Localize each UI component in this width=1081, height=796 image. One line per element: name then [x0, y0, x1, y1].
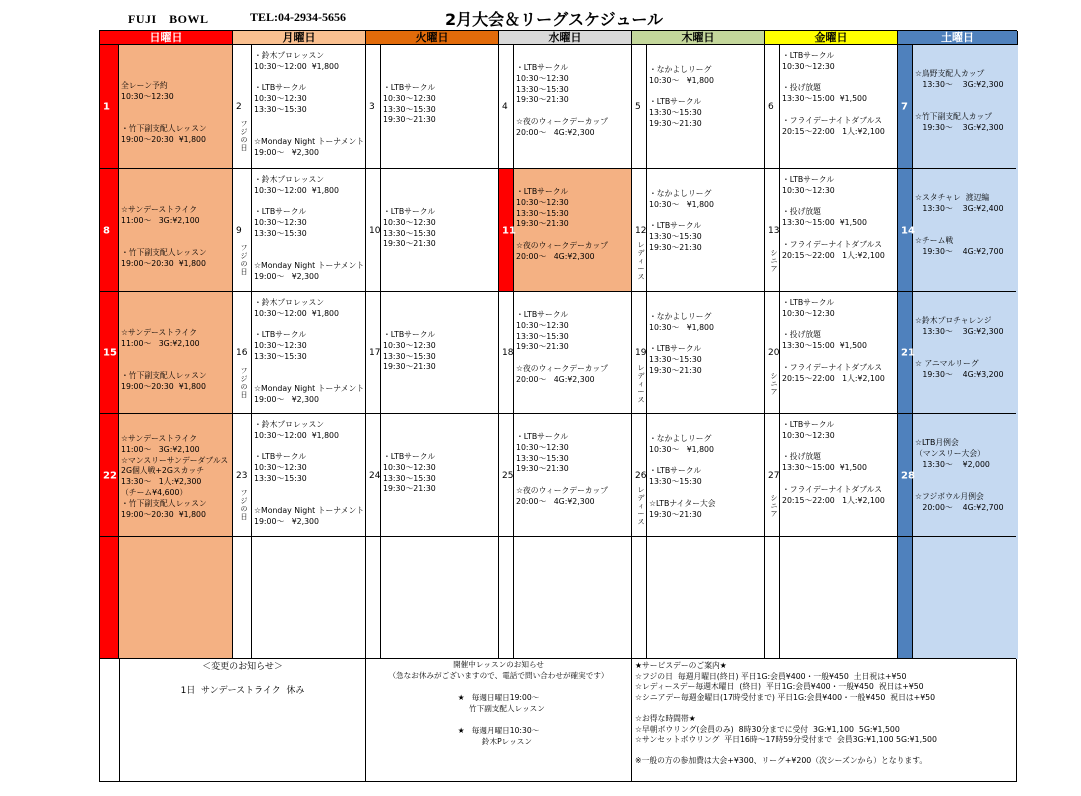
date-number: 3: [369, 102, 375, 112]
date-number: 9: [236, 225, 242, 236]
date-number: 28: [901, 470, 915, 481]
schedule-cell-thu: ・なかよしリーグ 10:30～ ¥1,800 ・LTBサークル 13:30～15:30 ☆LTBナイター大会 19:30～21:30: [649, 434, 716, 519]
schedule-cell-sun: 全レーン予約 10:30～12:30 ・竹下副支配人レッスン 19:00～20:30 ¥1,800: [121, 81, 207, 144]
header-day-thursday: 木曜日: [632, 31, 765, 45]
date-number: 4: [502, 102, 508, 112]
date-number: 15: [103, 347, 117, 359]
ladies-day-label: レ デ ィ ー ス: [637, 486, 645, 526]
date-number: 20: [768, 348, 780, 358]
date-number: 27: [768, 470, 780, 481]
schedule-cell-sun: ☆サンデーストライク 11:00～ 3G:¥2,100 ☆マンスリーサンデーダブルス 2G個人戦+2Gスカッチ 13:30～ 1人:¥2,300 （チーム¥4,600） ・竹下副支配人レッスン 19:00～20:30 ¥1,800: [121, 434, 229, 519]
date-number: 26: [635, 470, 647, 481]
date-number: 7: [901, 101, 908, 113]
schedule-cell-fri: ・LTBサークル 10:30～12:30 ・投げ放題 13:30～15:00 ¥1,500 ・フライデーナイトダブルス 20:15～22:00 1人:¥2,100: [782, 298, 885, 383]
date-number: 1: [103, 101, 110, 113]
schedule-cell-wed: ・LTBサークル 10:30～12:30 13:30～15:30 19:30～21:30 ☆夜のウィークデーカップ 20:00～ 4G:¥2,300: [516, 432, 609, 506]
date-number: 16: [236, 348, 248, 358]
schedule-cell-tue: ・LTBサークル 10:30～12:30 13:30～15:30 19:30～21:30: [383, 330, 436, 372]
page-title: 2月大会＆リーグスケジュール: [445, 10, 664, 29]
header-day-wednesday: 水曜日: [499, 31, 632, 45]
schedule-cell-sat: ☆LTB月例会 （マンスリー大会） 13:30～ ¥2,000 ☆フジボウル月例会 20:00～ 4G:¥2,700: [915, 438, 1004, 512]
date-number: 8: [103, 225, 110, 236]
schedule-grid: [99, 30, 1017, 782]
header-day-tuesday: 火曜日: [366, 31, 499, 45]
schedule-cell-tue: ・LTBサークル 10:30～12:30 13:30～15:30 19:30～21:30: [383, 452, 436, 494]
store-name: FUJI BOWL: [128, 12, 209, 26]
header-day-friday: 金曜日: [765, 31, 898, 45]
schedule-cell-sat: ☆鳥野支配人カップ 13:30～ 3G:¥2,300 ☆竹下副支配人カップ 19:30～ 3G:¥2,300: [915, 69, 1004, 132]
schedule-cell-mon: ・鈴木プロレッスン 10:30～12:00 ¥1,800 ・LTBサークル 10:30～12:30 13:30～15:30 ☆Monday Night トーナメント 19:00～ ¥2,300: [254, 175, 364, 282]
schedule-cell-tue: ・LTBサークル 10:30～12:30 13:30～15:30 19:30～21:30: [383, 83, 436, 125]
date-number: 18: [502, 348, 514, 358]
footer-lessons: 開催中レッスンのお知らせ （急なお休みがございますので、電話で問い合わせが確実です） ★ 毎週日曜日19:00～ 竹下副支配人レッスン ★ 毎週月曜日10:30～ 鈴木Pレッスン: [366, 659, 632, 781]
date-number: 23: [236, 470, 248, 481]
schedule-cell-mon: ・鈴木プロレッスン 10:30～12:00 ¥1,800 ・LTBサークル 10:30～12:30 13:30～15:30 ☆Monday Night トーナメント 19:00～ ¥2,300: [254, 51, 364, 158]
schedule-cell-mon: ・鈴木プロレッスン 10:30～12:00 ¥1,800 ・LTBサークル 10:30～12:30 13:30～15:30 ☆Monday Night トーナメント 19:00～ ¥2,300: [254, 420, 364, 527]
date-number: 19: [635, 348, 647, 358]
date-number: 25: [502, 470, 514, 481]
ladies-day-label: レ デ ィ ー ス: [637, 364, 645, 404]
fuji-day-label: フ ジ の 日: [240, 489, 248, 521]
senior-day-label: シ ニ ア: [770, 372, 778, 396]
schedule-cell-wed: ・LTBサークル 10:30～12:30 13:30～15:30 19:30～21:30 ☆夜のウィークデーカップ 20:00～ 4G:¥2,300: [516, 187, 609, 261]
store-tel: TEL:04-2934-5656: [250, 10, 346, 24]
empty-week-row: [100, 537, 1016, 659]
schedule-cell-thu: ・なかよしリーグ 10:30～ ¥1,800 ・LTBサークル 13:30～15:30 19:30～21:30: [649, 65, 714, 128]
header-day-saturday: 土曜日: [898, 31, 1018, 45]
schedule-cell-sun: ☆サンデーストライク 11:00～ 3G:¥2,100 ・竹下副支配人レッスン 19:00～20:30 ¥1,800: [121, 205, 207, 268]
date-number: 6: [768, 102, 774, 112]
schedule-cell-fri: ・LTBサークル 10:30～12:30 ・投げ放題 13:30～15:00 ¥1,500 ・フライデーナイトダブルス 20:15～22:00 1人:¥2,100: [782, 420, 885, 505]
senior-day-label: シ ニ ア: [770, 249, 778, 273]
schedule-cell-thu: ・なかよしリーグ 10:30～ ¥1,800 ・LTBサークル 13:30～15:30 19:30～21:30: [649, 312, 714, 375]
fuji-day-label: フ ジ の 日: [240, 120, 248, 152]
date-number: 5: [635, 102, 641, 112]
date-number: 21: [901, 347, 915, 359]
date-number: 10: [369, 225, 381, 236]
date-number: 13: [768, 225, 780, 236]
schedule-cell-sun: ☆サンデーストライク 11:00～ 3G:¥2,100 ・竹下副支配人レッスン 19:00～20:30 ¥1,800: [121, 328, 207, 391]
fuji-day-label: フ ジ の 日: [240, 244, 248, 276]
footer-changes: ＜変更のお知らせ＞ 1日 サンデーストライク 休み: [119, 659, 366, 781]
schedule-cell-tue: ・LTBサークル 10:30～12:30 13:30～15:30 19:30～21:30: [383, 207, 436, 249]
header-day-monday: 月曜日: [233, 31, 366, 45]
senior-day-label: シ ニ ア: [770, 494, 778, 518]
ladies-day-label: レ デ ィ ー ス: [637, 241, 645, 281]
date-number: 17: [369, 348, 381, 358]
date-number: 14: [901, 225, 915, 236]
date-number: 11: [502, 225, 516, 236]
schedule-cell-wed: ・LTBサークル 10:30～12:30 13:30～15:30 19:30～21:30 ☆夜のウィークデーカップ 20:00～ 4G:¥2,300: [516, 63, 609, 137]
date-number: 24: [369, 470, 381, 481]
schedule-cell-wed: ・LTBサークル 10:30～12:30 13:30～15:30 19:30～21:30 ☆夜のウィークデーカップ 20:00～ 4G:¥2,300: [516, 310, 609, 384]
date-number: 2: [236, 102, 242, 112]
date-number: 12: [635, 225, 647, 236]
schedule-cell-fri: ・LTBサークル 10:30～12:30 ・投げ放題 13:30～15:00 ¥1,500 ・フライデーナイトダブルス 20:15～22:00 1人:¥2,100: [782, 175, 885, 260]
fuji-day-label: フ ジ の 日: [240, 367, 248, 399]
footer-service: ★サービスデーのご案内★ ☆フジの日 毎週月曜日(終日) 平日1G:会員¥400・一般¥450 土日祝は+¥50 ☆レディースデー毎週木曜日 (終日) 平日1G:会員¥400・一般¥450 祝日は+¥50 ☆シニアデー毎週金曜日(17時受付まで) 平日1G:会員¥400・一般¥450 祝日は+¥50 ☆お得な時間帯★ ☆早朝ボウリング(会員のみ) 8時30分までに受付 3G:¥1,100 5G:¥1,500 ☆サンセットボウリング 平日16時～17時59分受付まで 会員3G:¥1,100 5G:¥1,500 ※一般の方の参加費は大会+¥300、リーグ+¥200（次シーズンから）となります。: [635, 661, 937, 766]
schedule-cell-thu: ・なかよしリーグ 10:30～ ¥1,800 ・LTBサークル 13:30～15:30 19:30～21:30: [649, 189, 714, 252]
schedule-cell-mon: ・鈴木プロレッスン 10:30～12:00 ¥1,800 ・LTBサークル 10:30～12:30 13:30～15:30 ☆Monday Night トーナメント 19:00～ ¥2,300: [254, 298, 364, 405]
date-number: 22: [103, 470, 117, 481]
schedule-cell-sat: ☆鈴木プロチャレンジ 13:30～ 3G:¥2,300 ☆ アニマルリーグ 19:30～ 4G:¥3,200: [915, 316, 1004, 379]
schedule-cell-fri: ・LTBサークル 10:30～12:30 ・投げ放題 13:30～15:00 ¥1,500 ・フライデーナイトダブルス 20:15～22:00 1人:¥2,100: [782, 51, 885, 136]
schedule-cell-sat: ☆スタチャレ 渡辺編 13:30～ 3G:¥2,400 ☆チーム戦 19:30～ 4G:¥2,700: [915, 193, 1004, 256]
header-day-sunday: 日曜日: [100, 31, 233, 45]
